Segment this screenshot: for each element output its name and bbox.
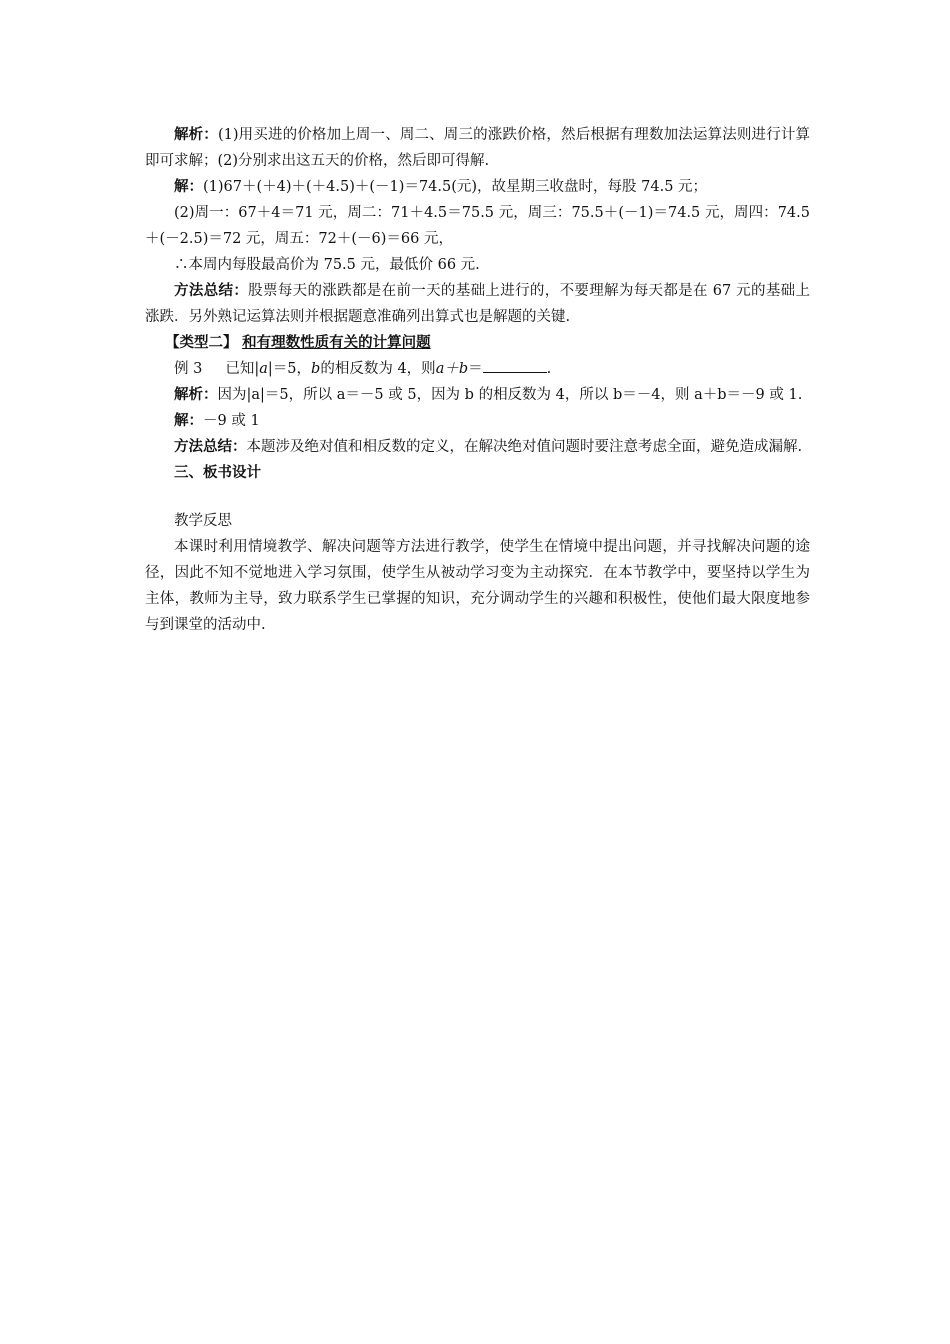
example3-pre: 已知	[225, 361, 255, 377]
analysis-label: 解析：	[174, 127, 218, 143]
type2-title: 和有理数性质有关的计算问题	[242, 335, 431, 351]
document-body	[145, 122, 810, 638]
example3-label: 例 3	[174, 361, 203, 377]
analysis-label-2: 解析：	[174, 387, 218, 403]
example3-mid1: ＝5，	[272, 361, 312, 377]
analysis-text-2: 因为|a|＝5，所以 a＝－5 或 5，因为 b 的相反数为 4，所以 b＝－4，则 a＋b＝－9 或 1.	[217, 387, 803, 403]
summary-label-2: 方法总结：	[174, 439, 247, 455]
solution-paragraph-4	[145, 408, 810, 434]
answer-blank	[483, 358, 547, 373]
summary-text-2: 本题涉及绝对值和相反数的定义，在解决绝对值问题时要注意考虑全面，避免造成漏解.	[246, 439, 803, 455]
example3-eq: ＝	[468, 361, 483, 377]
spacer	[145, 486, 810, 508]
example3-abs: |a|	[254, 361, 273, 377]
solution-paragraph-1	[145, 174, 810, 200]
summary-label: 方法总结：	[174, 283, 249, 299]
section3-heading	[145, 460, 810, 486]
solution-line-3: ∴本周内每股最高价为 75.5 元，最低价 66 元.	[174, 257, 480, 273]
solution-paragraph-2	[145, 200, 810, 252]
analysis-paragraph-1	[145, 122, 810, 174]
example3-expr: a＋b	[435, 361, 469, 377]
solution-label-2: 解：	[174, 413, 203, 429]
summary-paragraph-1	[145, 278, 810, 330]
solution-line-1: (1)67＋(＋4)＋(＋4.5)＋(－1)＝74.5(元)，故星期三收盘时，每股 74.5 元；	[203, 179, 708, 195]
reflection-heading	[145, 508, 810, 534]
example3-b: b	[311, 361, 321, 377]
type2-bracket: 【类型二】	[165, 335, 238, 351]
reflection-title: 教学反思	[174, 513, 232, 529]
analysis-paragraph-2	[145, 382, 810, 408]
type2-heading	[145, 330, 810, 356]
summary-paragraph-2	[145, 434, 810, 460]
solution-line-2: (2)周一：67＋4＝71 元，周二：71＋4.5＝75.5 元，周三：75.5＋(－1)＝74.5 元，周四：74.5＋(－2.5)＝72 元，周五：72＋(－6)＝66 元，	[145, 205, 810, 247]
analysis-text: (1)用买进的价格加上周一、周二、周三的涨跌价格，然后根据有理数加法运算法则进行计算即可求解；(2)分别求出这五天的价格，然后即可得解.	[145, 127, 810, 169]
solution-label: 解：	[174, 179, 203, 195]
example3-mid2: 的相反数为 4，则	[320, 361, 436, 377]
reflection-text: 本课时利用情境教学、解决问题等方法进行教学，使学生在情境中提出问题，并寻找解决问题的途径，因此不知不觉地进入学习氛围，使学生从被动学习变为主动探究．在本节教学中，要坚持以学生为主体，教师为主导，致力联系学生已掌握的知识，充分调动学生的兴趣和积极性，使他们最大限度地参与到课堂的活动中.	[145, 539, 810, 633]
solution-text-2: －9 或 1	[203, 413, 260, 429]
reflection-paragraph	[145, 534, 810, 638]
example3-end: .	[546, 361, 552, 377]
section3-title: 三、板书设计	[174, 465, 261, 481]
example3-paragraph	[145, 356, 810, 382]
solution-paragraph-3	[145, 252, 810, 278]
summary-text: 股票每天的涨跌都是在前一天的基础上进行的，不要理解为每天都是在 67 元的基础上涨跌．另外熟记运算法则并根据题意准确列出算式也是解题的关键.	[145, 283, 811, 325]
